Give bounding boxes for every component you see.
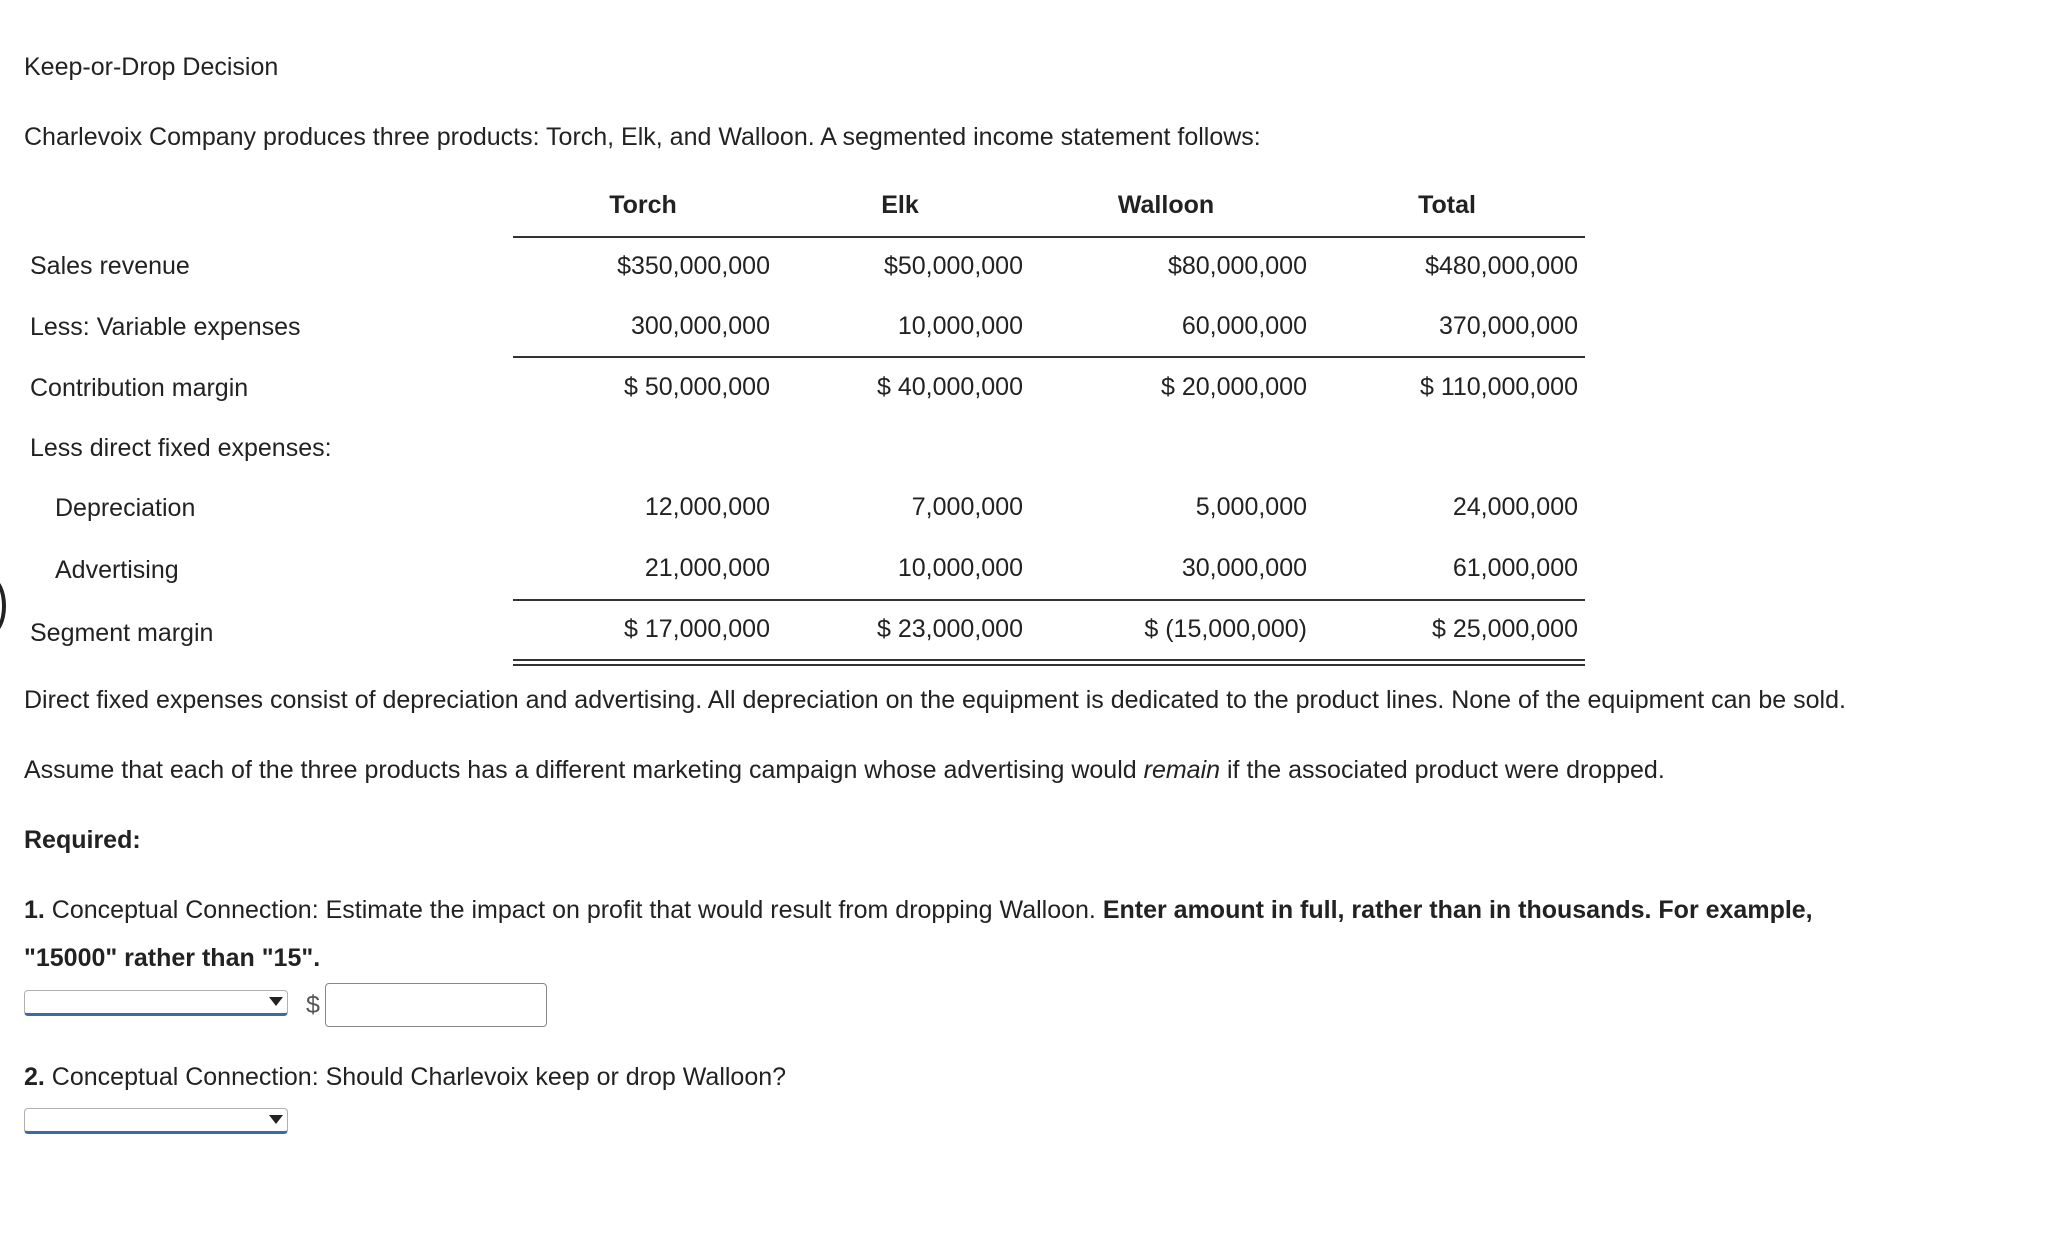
table-cell: 300,000,000 <box>630 312 770 340</box>
col-header-torch: Torch <box>609 191 677 219</box>
side-scroll-marker <box>0 578 6 634</box>
currency-symbol: $ <box>306 991 320 1019</box>
intro-text: Charlevoix Company produces three products: Torch, Elk, and Walloon. A segmented income statement follows: <box>24 123 1261 151</box>
row-label-segment-margin: Segment margin <box>30 619 214 647</box>
subtotal-rule <box>513 356 1585 358</box>
table-cell: $ (15,000,000) <box>1144 615 1307 643</box>
required-heading: Required: <box>24 826 141 854</box>
assumption-emphasis: remain <box>1143 756 1221 784</box>
table-cell: $ 110,000,000 <box>1419 373 1578 401</box>
table-cell: 30,000,000 <box>1181 554 1307 582</box>
subtotal-rule <box>513 599 1585 601</box>
table-cell: 10,000,000 <box>897 312 1023 340</box>
row-label-variable: Less: Variable expenses <box>30 313 301 341</box>
col-header-elk: Elk <box>881 191 919 219</box>
question-2 <box>24 1062 786 1092</box>
table-cell: $50,000,000 <box>883 252 1023 280</box>
table-cell: $ 50,000,000 <box>624 373 770 401</box>
q1-amount-input[interactable] <box>325 983 547 1027</box>
row-label-depreciation: Depreciation <box>55 494 196 522</box>
q1-impact-select[interactable] <box>24 990 288 1016</box>
question-instruction: Enter amount in full, rather than in thousands. For example, <box>1102 896 1813 924</box>
table-cell: $350,000,000 <box>617 252 770 280</box>
header-rule <box>513 236 1585 238</box>
table-cell: $480,000,000 <box>1425 252 1578 280</box>
q2-keep-drop-select[interactable] <box>24 1108 288 1134</box>
table-cell: $80,000,000 <box>1167 252 1307 280</box>
row-label-direct-fixed: Less direct fixed expenses: <box>30 434 332 462</box>
table-cell: 5,000,000 <box>1195 493 1307 521</box>
total-double-rule <box>513 659 1585 666</box>
table-cell: 24,000,000 <box>1452 493 1578 521</box>
assumption-note <box>24 755 1665 785</box>
row-label-contribution: Contribution margin <box>30 374 249 402</box>
table-cell: 10,000,000 <box>897 554 1023 582</box>
table-cell: $ 20,000,000 <box>1161 373 1307 401</box>
question-text: Conceptual Connection: Estimate the impact on profit that would result from dropping Walloon. <box>44 896 1103 924</box>
table-cell: 61,000,000 <box>1452 554 1578 582</box>
table-cell: $ 40,000,000 <box>877 373 1023 401</box>
question-1 <box>24 895 1813 925</box>
table-cell: $ 23,000,000 <box>877 615 1023 643</box>
table-cell: 21,000,000 <box>644 554 770 582</box>
assumption-text: Assume that each of the three products has a different marketing campaign whose advertising would <box>24 756 1144 784</box>
page-title: Keep-or-Drop Decision <box>24 53 279 81</box>
chevron-down-icon <box>269 997 283 1006</box>
question-1-instruction-cont: "15000" rather than "15". <box>24 944 321 972</box>
table-cell: 7,000,000 <box>911 493 1023 521</box>
col-header-total: Total <box>1418 191 1476 219</box>
col-header-walloon: Walloon <box>1117 191 1215 219</box>
table-cell: $ 25,000,000 <box>1432 615 1578 643</box>
row-label-advertising: Advertising <box>55 556 179 584</box>
assumption-text: if the associated product were dropped. <box>1220 756 1665 784</box>
question-number: 1. <box>24 896 45 924</box>
chevron-down-icon <box>269 1115 283 1124</box>
row-label-sales: Sales revenue <box>30 252 190 280</box>
question-text: Conceptual Connection: Should Charlevoix keep or drop Walloon? <box>44 1063 787 1091</box>
table-cell: 60,000,000 <box>1181 312 1307 340</box>
question-number: 2. <box>24 1063 45 1091</box>
table-cell: 12,000,000 <box>644 493 770 521</box>
direct-fixed-note: Direct fixed expenses consist of depreciation and advertising. All depreciation on the equipment is dedicated to the product lines. None of the equipment can be sold. <box>24 686 1846 714</box>
table-cell: 370,000,000 <box>1438 312 1578 340</box>
table-cell: $ 17,000,000 <box>624 615 770 643</box>
